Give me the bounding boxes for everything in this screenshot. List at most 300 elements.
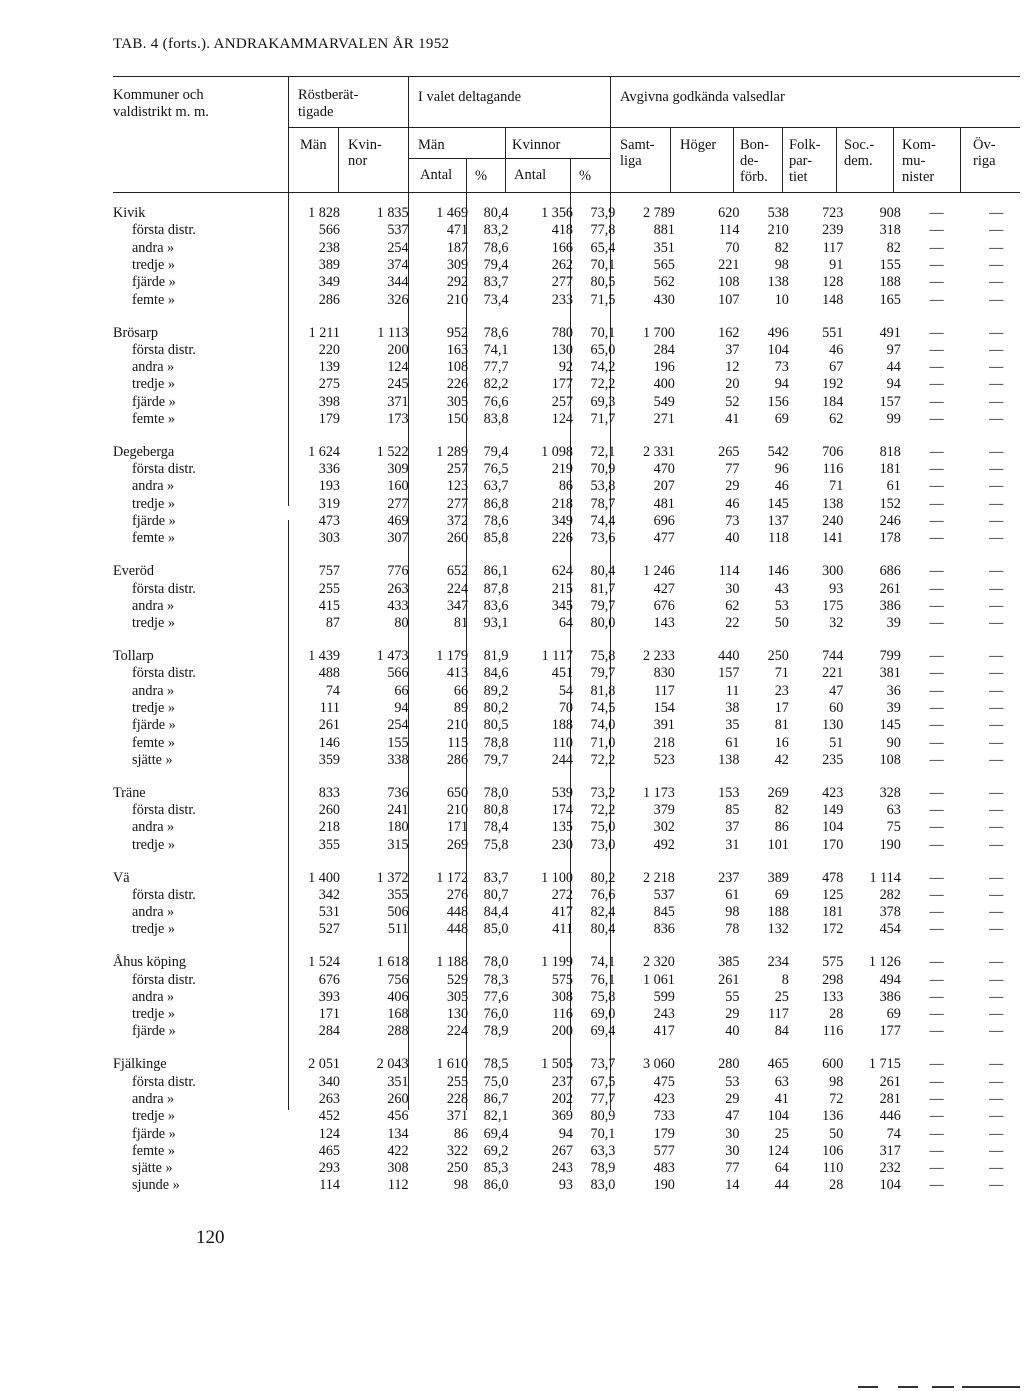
cell-value: 177 — [551, 376, 574, 393]
cell-value: 177 — [879, 1023, 901, 1040]
table-row — [0, 598, 1024, 615]
cell-value: 78,9 — [483, 1023, 509, 1040]
district-name: andra » — [132, 819, 175, 836]
cell-value: 40 — [725, 530, 740, 547]
cell-empty-dash: — — [929, 1177, 944, 1194]
cell-value: 8 — [781, 971, 789, 988]
cell-empty-dash: — — [929, 717, 944, 734]
cell-empty-dash: — — [989, 239, 1004, 256]
cell-value: 78,0 — [483, 954, 509, 971]
cell-value: 317 — [879, 1142, 901, 1159]
cell-value: 756 — [387, 971, 409, 988]
table-row — [0, 376, 1024, 393]
cell-empty-dash: — — [929, 393, 944, 410]
cell-empty-dash: — — [989, 530, 1004, 547]
cell-value: 1 173 — [642, 784, 675, 801]
cell-empty-dash: — — [989, 819, 1004, 836]
cell-value: 393 — [318, 988, 340, 1005]
cell-value: 511 — [387, 921, 409, 938]
cell-value: 418 — [551, 222, 574, 239]
cell-value: 79,4 — [483, 443, 509, 460]
cell-empty-dash: — — [989, 257, 1004, 274]
cell-value: 351 — [653, 239, 675, 256]
cell-value: 210 — [446, 291, 469, 308]
cell-value: 391 — [653, 717, 675, 734]
cell-value: 84,6 — [483, 665, 509, 682]
cell-value: 744 — [822, 648, 844, 665]
cell-value: 74,0 — [590, 717, 616, 734]
cell-value: 406 — [387, 988, 409, 1005]
cell-value: 224 — [446, 1023, 469, 1040]
municipality-name: Kivik — [113, 205, 146, 222]
cell-value: 44 — [774, 1177, 789, 1194]
cell-value: 228 — [446, 1090, 469, 1107]
cell-empty-dash: — — [929, 563, 944, 580]
cell-value: 106 — [822, 1142, 844, 1159]
cell-value: 101 — [767, 836, 789, 853]
cell-value: 153 — [718, 784, 740, 801]
cell-empty-dash: — — [989, 411, 1004, 427]
cell-value: 218 — [653, 734, 675, 751]
cell-value: 192 — [822, 376, 844, 393]
cell-value: 300 — [822, 563, 844, 580]
cell-empty-dash: — — [989, 717, 1004, 734]
cell-value: 181 — [822, 904, 844, 921]
cell-value: 427 — [653, 580, 675, 597]
cell-value: 71,5 — [590, 291, 616, 308]
cell-empty-dash: — — [989, 699, 1004, 716]
footer-rule — [858, 1386, 878, 1388]
table-row — [0, 444, 1024, 461]
cell-value: 465 — [318, 1142, 340, 1159]
cell-empty-dash: — — [929, 359, 944, 376]
cell-value: 537 — [653, 886, 675, 903]
cell-value: 30 — [725, 1142, 740, 1159]
cell-value: 292 — [446, 274, 469, 291]
cell-value: 1 246 — [642, 563, 675, 580]
cell-value: 64 — [558, 615, 574, 632]
cell-value: 257 — [551, 393, 574, 410]
cell-value: 132 — [767, 921, 789, 938]
cell-value: 215 — [551, 580, 574, 597]
district-name: andra » — [132, 988, 175, 1005]
cell-value: 73,7 — [590, 1056, 616, 1073]
cell-value: 149 — [822, 802, 844, 819]
rule-top — [113, 76, 1020, 77]
cell-value: 265 — [718, 443, 740, 460]
cell-value: 81 — [453, 615, 469, 632]
cell-value: 125 — [822, 886, 844, 903]
cell-value: 128 — [822, 274, 844, 291]
cell-value: 166 — [551, 239, 574, 256]
page-number: 120 — [196, 1227, 225, 1248]
cell-value: 340 — [318, 1073, 340, 1090]
cell-empty-dash: — — [989, 291, 1004, 308]
cell-value: 386 — [879, 988, 901, 1005]
cell-value: 160 — [387, 478, 409, 495]
table-row — [0, 222, 1024, 239]
cell-value: 99 — [886, 411, 901, 427]
cell-value: 76,6 — [590, 886, 616, 903]
district-name: andra » — [132, 682, 175, 699]
cell-value: 371 — [387, 393, 409, 410]
municipality-name: Åhus köping — [113, 954, 186, 971]
cell-value: 342 — [318, 886, 340, 903]
cell-value: 210 — [767, 222, 789, 239]
cell-value: 108 — [879, 751, 901, 768]
table-row — [0, 257, 1024, 274]
cell-value: 171 — [318, 1006, 340, 1023]
cell-empty-dash: — — [929, 443, 944, 460]
district-name: femte » — [132, 291, 175, 308]
cell-value: 75,8 — [590, 988, 616, 1005]
district-name: andra » — [132, 478, 175, 495]
municipality-name: Träne — [113, 784, 146, 801]
cell-value: 75 — [886, 819, 901, 836]
cell-value: 282 — [879, 886, 901, 903]
cell-empty-dash: — — [989, 1160, 1004, 1177]
header-folkpartiet: Folk-par-tiet — [789, 137, 821, 185]
cell-value: 237 — [551, 1073, 574, 1090]
district-name: sjunde » — [132, 1177, 180, 1194]
cell-value: 952 — [446, 324, 469, 341]
cell-value: 506 — [387, 904, 409, 921]
cell-value: 80,2 — [483, 699, 509, 716]
cell-value: 20 — [725, 376, 740, 393]
cell-empty-dash: — — [929, 665, 944, 682]
table-row — [0, 802, 1024, 819]
cell-value: 104 — [879, 1177, 901, 1194]
cell-value: 243 — [551, 1160, 574, 1177]
cell-value: 89 — [453, 699, 469, 716]
cell-value: 42 — [774, 751, 789, 768]
cell-value: 71,7 — [590, 411, 616, 427]
cell-value: 47 — [829, 682, 844, 699]
cell-value: 40 — [725, 1023, 740, 1040]
cell-value: 98 — [725, 904, 740, 921]
cell-value: 72,2 — [590, 802, 616, 819]
cell-value: 478 — [822, 869, 844, 886]
cell-value: 53 — [725, 1073, 740, 1090]
table-row — [0, 1160, 1024, 1177]
cell-value: 1 113 — [377, 324, 409, 341]
cell-value: 74,4 — [590, 513, 616, 530]
cell-value: 219 — [551, 461, 574, 478]
table-row — [0, 291, 1024, 308]
cell-value: 254 — [387, 717, 409, 734]
cell-value: 97 — [886, 341, 901, 358]
table-row — [0, 461, 1024, 478]
group-spacer — [0, 428, 1024, 444]
cell-empty-dash: — — [929, 495, 944, 512]
cell-value: 245 — [387, 376, 409, 393]
cell-value: 542 — [767, 443, 789, 460]
cell-value: 55 — [725, 988, 740, 1005]
municipality-name: Brösarp — [113, 324, 158, 341]
cell-value: 72,2 — [590, 751, 616, 768]
cell-value: 776 — [387, 563, 409, 580]
cell-empty-dash: — — [929, 461, 944, 478]
cell-empty-dash: — — [989, 205, 1004, 222]
cell-value: 239 — [822, 222, 844, 239]
cell-value: 118 — [768, 530, 789, 547]
table-row — [0, 1056, 1024, 1073]
cell-value: 79,7 — [483, 751, 509, 768]
cell-value: 82,1 — [483, 1108, 509, 1125]
cell-empty-dash: — — [929, 682, 944, 699]
cell-value: 465 — [767, 1056, 789, 1073]
table-row — [0, 478, 1024, 495]
cell-value: 73,2 — [590, 784, 616, 801]
cell-value: 78,9 — [590, 1160, 616, 1177]
cell-value: 318 — [879, 222, 901, 239]
municipality-name: Degeberga — [113, 443, 175, 460]
cell-empty-dash: — — [989, 1023, 1004, 1040]
cell-value: 38 — [725, 699, 740, 716]
cell-value: 133 — [822, 988, 844, 1005]
cell-empty-dash: — — [929, 1073, 944, 1090]
cell-value: 77 — [725, 461, 740, 478]
cell-empty-dash: — — [929, 921, 944, 938]
cell-value: 2 218 — [642, 869, 675, 886]
cell-value: 220 — [318, 341, 340, 358]
cell-value: 71,0 — [590, 734, 616, 751]
cell-value: 780 — [551, 324, 574, 341]
page-title: TAB. 4 (forts.). ANDRAKAMMARVALEN ÅR 1952 — [113, 36, 450, 52]
cell-value: 1 524 — [308, 954, 340, 971]
cell-empty-dash: — — [929, 222, 944, 239]
cell-value: 86 — [558, 478, 574, 495]
cell-value: 359 — [318, 751, 340, 768]
cell-value: 475 — [653, 1073, 675, 1090]
cell-value: 112 — [387, 1177, 409, 1194]
cell-value: 799 — [879, 648, 901, 665]
table-row — [0, 921, 1024, 938]
cell-value: 1 473 — [376, 648, 409, 665]
cell-value: 254 — [387, 239, 409, 256]
cell-value: 73 — [774, 359, 789, 376]
cell-value: 124 — [551, 411, 574, 427]
cell-value: 69 — [774, 886, 789, 903]
table-row — [0, 869, 1024, 886]
cell-value: 263 — [318, 1090, 340, 1107]
table-row — [0, 615, 1024, 632]
cell-value: 94 — [774, 376, 789, 393]
cell-value: 483 — [653, 1160, 675, 1177]
footer-rule — [962, 1386, 1020, 1388]
cell-value: 73,0 — [590, 836, 616, 853]
cell-value: 286 — [446, 751, 469, 768]
cell-value: 492 — [653, 836, 675, 853]
district-name: tredje » — [132, 921, 175, 938]
header-bondeforbundet: Bon-de-förb. — [740, 137, 769, 185]
cell-value: 117 — [654, 682, 675, 699]
cell-value: 134 — [387, 1125, 409, 1142]
cell-value: 53 — [774, 597, 789, 614]
cell-value: 308 — [387, 1160, 409, 1177]
cell-value: 78,5 — [483, 1056, 509, 1073]
municipality-name: Everöd — [113, 563, 154, 580]
cell-empty-dash: — — [929, 341, 944, 358]
cell-empty-dash: — — [929, 784, 944, 801]
cell-empty-dash: — — [989, 648, 1004, 665]
cell-value: 78,4 — [483, 819, 509, 836]
cell-value: 152 — [879, 495, 901, 512]
group-spacer — [0, 548, 1024, 564]
cell-value: 1 117 — [541, 648, 574, 665]
cell-value: 372 — [446, 513, 469, 530]
cell-value: 1 828 — [308, 205, 340, 222]
cell-value: 345 — [551, 597, 574, 614]
cell-value: 73,6 — [590, 530, 616, 547]
cell-value: 139 — [318, 359, 340, 376]
cell-value: 235 — [822, 751, 844, 768]
district-name: första distr. — [132, 971, 196, 988]
cell-value: 733 — [653, 1108, 675, 1125]
cell-value: 389 — [767, 869, 789, 886]
cell-value: 255 — [318, 580, 340, 597]
cell-value: 241 — [387, 802, 409, 819]
cell-value: 423 — [653, 1090, 675, 1107]
cell-value: 77,7 — [590, 1090, 616, 1107]
cell-value: 477 — [653, 530, 675, 547]
cell-value: 67,5 — [590, 1073, 616, 1090]
district-name: andra » — [132, 597, 175, 614]
header-kommunister: Kom-mu-nister — [902, 137, 936, 185]
header-participating: I valet deltagande — [418, 89, 522, 105]
cell-value: 430 — [653, 291, 675, 308]
group-spacer — [0, 854, 1024, 870]
cell-value: 565 — [653, 257, 675, 274]
cell-value: 41 — [725, 411, 740, 427]
district-name: fjärde » — [132, 1023, 176, 1040]
cell-value: 226 — [551, 530, 574, 547]
cell-value: 70,1 — [590, 1125, 616, 1142]
cell-value: 175 — [822, 597, 844, 614]
cell-value: 174 — [551, 802, 574, 819]
cell-value: 1 618 — [376, 954, 409, 971]
table-row — [0, 734, 1024, 751]
cell-empty-dash: — — [929, 274, 944, 291]
cell-value: 30 — [725, 1125, 740, 1142]
cell-value: 246 — [879, 513, 901, 530]
table-row — [0, 1125, 1024, 1142]
cell-value: 262 — [551, 257, 574, 274]
cell-value: 80,8 — [483, 802, 509, 819]
district-name: första distr. — [132, 665, 196, 682]
cell-value: 286 — [318, 291, 340, 308]
cell-value: 69 — [774, 411, 789, 427]
district-name: andra » — [132, 359, 175, 376]
cell-value: 284 — [318, 1023, 340, 1040]
district-name: tredje » — [132, 615, 175, 632]
header-total: Samt-liga — [620, 137, 655, 169]
cell-value: 80,9 — [590, 1108, 616, 1125]
header-participating-women: Kvinnor — [512, 137, 561, 153]
header-socialdemokraterna: Soc.-dem. — [844, 137, 875, 169]
cell-value: 237 — [718, 869, 740, 886]
district-name: tredje » — [132, 1108, 175, 1125]
cell-value: 74,1 — [483, 341, 509, 358]
cell-value: 277 — [446, 495, 469, 512]
cell-value: 46 — [725, 495, 740, 512]
cell-empty-dash: — — [989, 921, 1004, 938]
cell-empty-dash: — — [989, 904, 1004, 921]
cell-value: 82 — [886, 239, 901, 256]
cell-value: 63,7 — [483, 478, 509, 495]
cell-value: 207 — [653, 478, 675, 495]
cell-value: 86,0 — [483, 1177, 509, 1194]
cell-value: 63 — [774, 1073, 789, 1090]
cell-value: 78,3 — [483, 971, 509, 988]
cell-value: 422 — [387, 1142, 409, 1159]
cell-value: 137 — [767, 513, 789, 530]
cell-value: 98 — [774, 257, 789, 274]
cell-value: 70,1 — [590, 324, 616, 341]
district-name: sjätte » — [132, 751, 173, 768]
cell-value: 261 — [879, 1073, 901, 1090]
district-name: första distr. — [132, 802, 196, 819]
cell-value: 1 356 — [541, 205, 574, 222]
cell-value: 1 624 — [308, 443, 340, 460]
cell-empty-dash: — — [929, 1056, 944, 1073]
cell-value: 255 — [446, 1073, 469, 1090]
cell-value: 181 — [879, 461, 901, 478]
rule-col-women — [338, 127, 339, 192]
rule-col-kom — [893, 127, 894, 192]
cell-empty-dash: — — [989, 443, 1004, 460]
cell-value: 11 — [725, 682, 740, 699]
cell-value: 63,3 — [590, 1142, 616, 1159]
cell-value: 114 — [319, 1177, 340, 1194]
cell-value: 226 — [446, 376, 469, 393]
cell-value: 10 — [774, 291, 789, 308]
cell-value: 233 — [551, 291, 574, 308]
header-men-percent: % — [475, 168, 488, 184]
cell-value: 108 — [446, 359, 469, 376]
cell-value: 94 — [394, 699, 409, 716]
cell-value: 90 — [886, 734, 901, 751]
cell-value: 3 060 — [642, 1056, 675, 1073]
district-name: fjärde » — [132, 1125, 176, 1142]
cell-empty-dash: — — [989, 274, 1004, 291]
cell-value: 16 — [774, 734, 789, 751]
table-row — [0, 274, 1024, 291]
cell-empty-dash: — — [989, 1073, 1004, 1090]
cell-value: 539 — [551, 784, 574, 801]
cell-value: 523 — [653, 751, 675, 768]
district-name: femte » — [132, 411, 175, 427]
rule-col-women-count — [505, 127, 506, 192]
cell-value: 381 — [879, 665, 901, 682]
cell-value: 908 — [879, 205, 901, 222]
cell-value: 620 — [718, 205, 740, 222]
cell-value: 1 061 — [642, 971, 675, 988]
cell-value: 267 — [551, 1142, 574, 1159]
cell-value: 491 — [879, 324, 901, 341]
cell-value: 386 — [879, 597, 901, 614]
cell-value: 1 715 — [868, 1056, 901, 1073]
cell-value: 196 — [653, 359, 675, 376]
cell-empty-dash: — — [989, 359, 1004, 376]
cell-value: 2 320 — [642, 954, 675, 971]
cell-value: 423 — [822, 784, 844, 801]
cell-value: 77 — [725, 1160, 740, 1177]
cell-value: 46 — [829, 341, 844, 358]
table-row — [0, 580, 1024, 597]
cell-value: 1 098 — [541, 443, 574, 460]
cell-value: 309 — [387, 461, 409, 478]
